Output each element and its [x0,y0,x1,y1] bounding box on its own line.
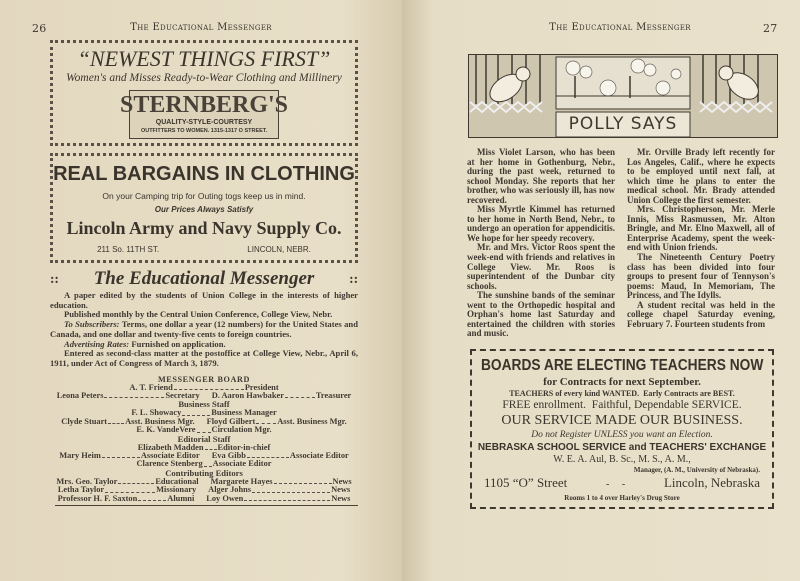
member-role: Alumni [167,493,195,503]
paragraph: Entered as second-class matter at the postoffice at College View, Nebr., April 6, 1911, under Act of Congress of March 3, 1879. [50,348,358,368]
news-column-left [467,148,615,339]
ad-company: Lincoln Army and Navy Supply Co. [66,218,342,238]
ad-line: Our Prices Always Satisfy [154,205,254,214]
board-row [50,452,358,460]
member-name: Mrs. Geo. Taylor [56,476,118,486]
news-item: Mrs. Christopherson, Mr. Merle Innis, Miss Rasmussen, Mr. Alton Bringle, and Mr. Elno Maxwell, all of Enterprise Academy, spent the week-end with Union friends. [627,204,775,253]
board-entry [58,495,195,503]
member-role: Secretary [165,391,200,401]
member-name: Clyde Stuart [61,416,108,426]
member-role: Educational [155,476,199,486]
board-heading: Contributing Editors [165,467,243,478]
member-name: Eva Gibb [211,451,246,461]
sternberg-logo [119,90,289,139]
ad-street: 1105 “O” Street [484,474,568,490]
member-role: Asst. Business Mgr. [277,416,347,426]
member-name: Letha Taylor [57,485,105,495]
ad-address-line [480,475,764,493]
text: Terms, one dollar a year (12 numbers) for the United States and Canada, and one dollar and twenty-five cents to foreign countries. [50,319,358,339]
ad-line: Do not Register UNLESS you want an Election. [531,429,713,440]
member-role: News [331,485,351,495]
ad-rooms: Rooms 1 to 4 over Harley's Drug Store [564,493,680,502]
member-name: F. L. Showacy [131,408,182,418]
ad-city: Lincoln, Nebraska [663,474,760,490]
ad-headline: “NEWEST THINGS FIRST” [77,46,331,71]
member-name: Elizabeth Madden [137,442,204,452]
paragraph: A paper edited by the students of Union College in the interests of higher education. [50,290,358,310]
dot-leader [244,500,330,501]
ad-agency: NEBRASKA SCHOOL SERVICE and TEACHERS' EXCHANGE [477,441,767,453]
member-role: News [332,476,352,486]
dot-leader [118,483,154,484]
logo-address: OUTFITTERS TO WOMEN. 1315-1317 O STREET. [140,128,268,134]
news-item: Mr. and Mrs. Victor Roos spent the week-end with friends and relatives in College View. Mr. Roos is superintendent of the Dunbar city schools. [467,242,615,291]
news-item: Miss Myrtle Kimmel has returned to her home in North Bend, Nebr., to undergo an operation for appendicitis. We hope for her speedy recovery. [467,204,615,243]
member-role: Associate Editor [140,451,200,461]
member-role: Treasurer [315,391,352,401]
news-item: Miss Violet Larson, who has been at her home in Gothenburg, Nebr., during the past week, returned to school Monday. She reports that her brother, who was seriously ill, has now recovered. [467,147,615,205]
text: Furnished on application. [129,338,226,349]
member-role: Associate Editor [289,451,349,461]
member-name: Mary Heim [59,451,101,461]
news-item: The Nineteenth Century Poetry class has been divided into four groups to present four of Tennyson's poems: Maud, In Memoriam, The Princess, and The Idylls. [627,252,775,301]
divider [55,505,358,506]
ornament: :: [50,272,59,286]
page-number: 27 [763,22,778,35]
ad-headline-line [480,355,764,376]
logo-tagline: QUALITY-STYLE-COURTESY [155,119,253,126]
board-entry [212,392,352,400]
news-item: Mr. Orville Brady left recently for Los Angeles, Calif., where he expects to be employed until next fall, at which time he plans to enter the medical school. Mr. Brady attended Union College the first semester. [627,147,775,205]
ad-dashes: - - [606,478,626,490]
right-content [467,148,775,509]
messenger-board [50,375,358,503]
dot-leader [108,423,124,424]
army-navy-ad [50,153,358,263]
banner-title: POLLY SAYS [568,114,678,134]
left-content [50,40,358,506]
dot-leader [105,492,155,493]
member-role: Associate Editor [212,459,272,469]
masthead [50,268,358,290]
dot-leader [285,397,315,398]
ad-line: FREE enrollment. Faithful, Dependable SERVICE. [502,398,742,411]
dot-leader [197,432,211,433]
member-name: Leona Peters [56,391,104,401]
member-name: Floyd Gilbert [206,416,256,426]
board-row [50,418,358,426]
news-item: A student recital was held in the college chapel Saturday evening, February 7. Fourteen students from [627,299,775,329]
board-heading: Business Staff [178,399,230,410]
dot-leader [204,466,212,467]
news-columns [467,148,775,339]
right-page [402,0,800,581]
member-name: A. T. Friend [129,382,173,392]
dot-leader [252,492,330,493]
masthead-info [50,291,358,369]
label: Advertising Rates: [64,338,130,349]
member-role: News [331,493,351,503]
member-name: E. K. VandeVere [136,425,196,435]
ad-address: 211 So. 11TH ST. [97,245,160,254]
ad-manager: W. E. A. Aul, B. Sc., M. S., A. M., [553,453,691,465]
board-entry [206,495,350,503]
logo-name: STERNBERG'S [119,92,289,118]
member-role: Asst. Business Mgr. [125,416,195,426]
dot-leader [102,457,140,458]
dot-leader [256,423,276,424]
dot-leader [138,500,166,501]
ad-line: OUR SERVICE MADE OUR BUSINESS. [501,412,743,428]
paragraph [50,320,358,339]
member-name: Alger Johns [208,485,252,495]
dot-leader [274,483,332,484]
dot-leader [205,449,217,450]
ad-subhead: Women's and Misses Ready-to-Wear Clothing and Millinery [66,72,342,84]
sternberg-ad [50,40,358,146]
ad-line: for Contracts for next September. [543,375,701,388]
running-head: The Educational Messenger [549,22,691,33]
dot-leader [104,397,164,398]
member-name: Professor H. F. Saxton [57,493,138,503]
board-heading: MESSENGER BOARD [157,374,251,384]
member-name: D. Aaron Hawbaker [211,391,284,401]
ad-manager-title: Manager, (A. M., University of Nebraska). [633,465,760,474]
ad-city: LINCOLN, NEBR. [247,245,311,254]
page-number: 26 [32,22,47,35]
ad-line: On your Camping trip for Outing togs keep us in mind. [102,191,306,201]
member-role: Missionary [156,485,197,495]
member-role: Business Manager [211,408,277,418]
running-head: The Educational Messenger [130,22,272,33]
board-heading: Editorial Staff [177,433,231,444]
news-item: The sunshine bands of the seminar went to the Orthopedic hospital and Orphan's home last Saturday and entertained the children with stories and music. [467,290,615,339]
label: To Subscribers: [64,319,120,330]
dot-leader [182,415,210,416]
member-name: Clarence Stenberg [136,459,203,469]
paragraph: Published monthly by the Central Union Conference, College View, Nebr. [64,309,333,320]
ad-address-line [53,244,355,255]
member-role: President [244,382,279,392]
dot-leader [247,457,289,458]
member-name: Margarete Hayes [210,476,273,486]
board-row [50,495,358,503]
ad-headline: REAL BARGAINS IN CLOTHING [53,163,355,185]
ad-line: TEACHERS of every kind WANTED. Early Contracts are BEST. [509,388,735,398]
dot-leader [174,389,244,390]
member-role: Circulation Mgr. [211,425,272,435]
news-column-right [627,148,775,339]
member-name: Loy Owen [206,493,244,503]
ad-headline: BOARDS ARE ELECTING TEACHERS NOW [480,356,764,374]
teachers-exchange-ad [470,349,774,509]
masthead-title: The Educational Messenger [93,268,315,289]
polly-says-banner [468,54,778,138]
ornament: :: [349,272,358,286]
member-role: Editor-in-chief [217,442,271,452]
